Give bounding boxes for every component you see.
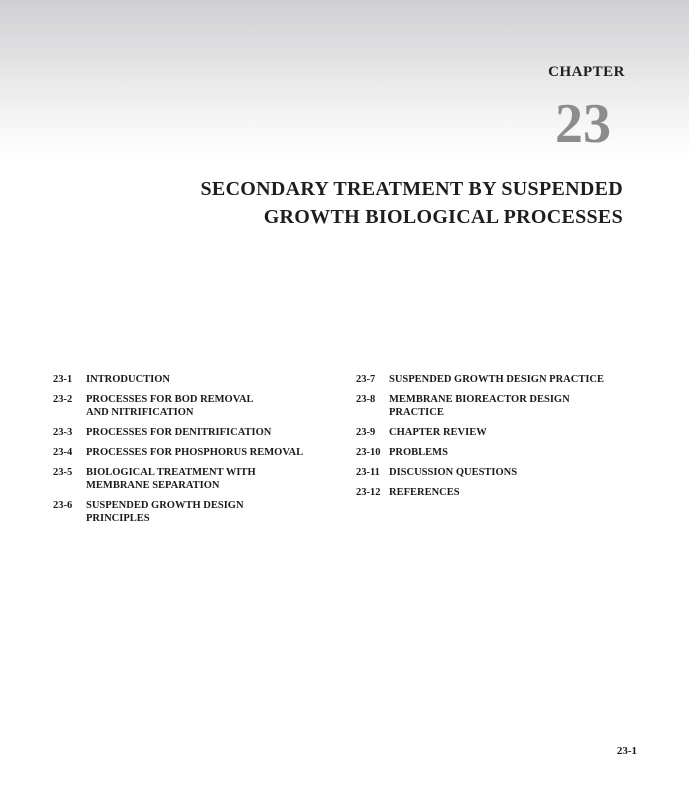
toc-entry-title-line: SUSPENDED GROWTH DESIGN: [86, 500, 244, 511]
toc-entry-title-line: INTRODUCTION: [86, 374, 171, 385]
toc-entry-title-line: MEMBRANE BIOREACTOR DESIGN: [389, 394, 570, 405]
toc-entry[interactable]: [53, 499, 343, 525]
toc-entry-title: [389, 393, 570, 419]
toc-left-column: [53, 373, 343, 532]
chapter-number: 23: [555, 93, 611, 155]
toc-entry-title: [86, 393, 254, 419]
toc-entry[interactable]: [356, 486, 646, 499]
toc-entry[interactable]: [53, 393, 343, 419]
toc-entry-number: 23-4: [53, 447, 73, 458]
toc-entry-number: 23-7: [356, 374, 376, 385]
toc-entry-title-line: SUSPENDED GROWTH DESIGN PRACTICE: [389, 374, 604, 385]
toc-entry-title-line: PROBLEMS: [389, 447, 448, 458]
toc-entry-number: 23-2: [53, 394, 73, 405]
chapter-title-line: GROWTH BIOLOGICAL PROCESSES: [263, 206, 623, 228]
toc-entry-title-line: PROCESSES FOR BOD REMOVAL: [86, 394, 254, 405]
toc-entry[interactable]: [53, 426, 343, 439]
toc-entry-title: [86, 466, 256, 492]
toc-entry[interactable]: [356, 393, 646, 419]
toc-entry[interactable]: [356, 466, 646, 479]
toc-entry-number: 23-3: [53, 427, 73, 438]
toc-entry-title: [389, 426, 487, 439]
chapter-label: CHAPTER: [548, 64, 625, 80]
toc-entry-title-line: PRACTICE: [389, 407, 444, 418]
toc-entry-number: 23-6: [53, 500, 73, 511]
toc-entry-title-line: MEMBRANE SEPARATION: [86, 480, 220, 491]
toc-entry-number: 23-8: [356, 394, 376, 405]
chapter-title: [103, 175, 623, 231]
toc-entry-number: 23-10: [356, 447, 381, 458]
toc-entry[interactable]: [356, 446, 646, 459]
toc-entry-number: 23-5: [53, 467, 73, 478]
toc-entry-title: [389, 486, 460, 499]
page-number: 23-1: [616, 745, 637, 757]
toc-entry-title-line: CHAPTER REVIEW: [389, 427, 487, 438]
toc-entry-number: 23-9: [356, 427, 376, 438]
chapter-title-line: SECONDARY TREATMENT BY SUSPENDED: [200, 178, 623, 200]
toc-entry[interactable]: [53, 373, 343, 386]
toc-entry-title: [389, 373, 604, 386]
toc-entry-title-line: BIOLOGICAL TREATMENT WITH: [86, 467, 256, 478]
toc-entry-title: [86, 499, 244, 525]
toc-entry[interactable]: [53, 466, 343, 492]
toc-entry-number: 23-11: [356, 467, 380, 478]
toc-entry[interactable]: [356, 426, 646, 439]
toc-entry-title: [86, 373, 170, 386]
toc-entry-number: 23-12: [356, 487, 381, 498]
toc-entry[interactable]: [356, 373, 646, 386]
toc-entry-title: [389, 446, 448, 459]
toc-entry-title-line: DISCUSSION QUESTIONS: [389, 467, 518, 478]
toc-entry-number: 23-1: [53, 374, 73, 385]
toc-entry-title-line: AND NITRIFICATION: [86, 407, 194, 418]
toc-entry[interactable]: [53, 446, 343, 459]
toc-entry-title-line: PROCESSES FOR DENITRIFICATION: [86, 427, 272, 438]
toc-entry-title: [389, 466, 517, 479]
toc-entry-title: [86, 446, 303, 459]
toc-entry-title-line: PRINCIPLES: [86, 513, 150, 524]
toc-entry-title: [86, 426, 271, 439]
toc-entry-title-line: PROCESSES FOR PHOSPHORUS REMOVAL: [86, 447, 304, 458]
toc-entry-title-line: REFERENCES: [389, 487, 460, 498]
toc-right-column: [356, 373, 646, 506]
